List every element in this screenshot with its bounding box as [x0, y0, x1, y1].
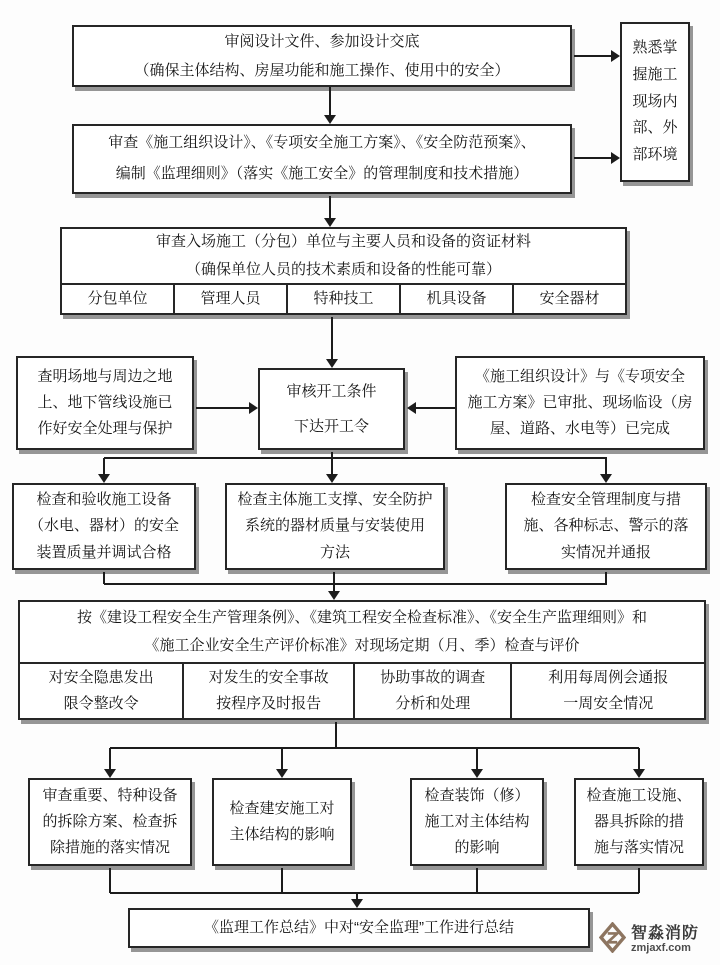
plans-approved-box: 《施工组织设计》与《专项安全 施工方案》已审批、现场临设（房 屋、道路、水电等）已完成 [455, 356, 705, 450]
arrow-down-icon [276, 769, 288, 778]
flow-line [638, 868, 640, 893]
periodic-cell-investigation: 协助事故的调查 分析和处理 [355, 664, 512, 718]
credentials-table [60, 227, 627, 315]
flow-line [331, 458, 333, 474]
flow-line [110, 892, 639, 894]
diamond-z-icon [599, 922, 626, 958]
periodic-check-table [18, 600, 706, 720]
check-construction-impact-box: 检查建安施工对 主体结构的影响 [212, 778, 352, 866]
site-logo [599, 919, 714, 961]
periodic-cell-weekly-meeting: 利用每周例会通报 一周安全情况 [548, 668, 669, 712]
review-demolition-box: 审查重要、特种设备 的拆除方案、检查拆 除措施的落实情况 [28, 778, 192, 866]
arrow-right-icon [249, 402, 258, 414]
flow-line [329, 196, 331, 218]
flow-line [416, 407, 455, 409]
credentials-cell-managers: 管理人员 [175, 285, 288, 313]
arrow-right-icon [611, 152, 620, 164]
check-decoration-impact-box: 检查装饰（修） 施工对主体结构 的影响 [410, 778, 544, 866]
periodic-cell-accident-report: 对发生的安全事故 按程序及时报告 [184, 664, 355, 718]
flow-line [476, 748, 478, 769]
flow-line [605, 458, 607, 474]
flow-line [335, 722, 337, 748]
arrow-down-icon [324, 218, 336, 227]
review-design-box: 审阅设计文件、参加设计交底 （确保主体结构、房屋功能和施工操作、使用中的安全） [72, 25, 572, 87]
logo-domain: zmjaxf.com [631, 941, 691, 954]
flow-line [110, 747, 639, 749]
check-removal-box: 检查施工设施、 器具拆除的措 施与落实情况 [574, 778, 704, 866]
flow-line [574, 55, 611, 57]
flow-line [281, 748, 283, 769]
arrow-down-icon [351, 899, 363, 908]
credentials-title: 审查入场施工（分包）单位与主要人员和设备的资证材料 （确保单位人员的技术素质和设备的性能可靠） [62, 229, 625, 285]
logo-name: 智淼消防 [631, 924, 700, 942]
credentials-cell-special-workers: 特种技工 [288, 285, 401, 313]
flow-line [331, 317, 333, 359]
arrow-down-icon [326, 359, 338, 368]
credentials-cell-safety-gear: 安全器材 [539, 289, 600, 307]
flow-line [104, 457, 607, 459]
flow-line [329, 87, 331, 115]
arrow-down-icon [98, 474, 110, 483]
arrow-down-icon [104, 769, 116, 778]
check-management-box: 检查安全管理制度与措 施、各种标志、警示的落 实情况并通报 [505, 483, 707, 570]
flow-line [104, 583, 607, 585]
flow-line [109, 868, 111, 893]
flow-line [476, 868, 478, 893]
environment-side-box: 熟悉掌 握施工 现场内 部、外 部环境 [620, 22, 690, 182]
flow-line [333, 572, 335, 591]
periodic-cells-row [20, 664, 704, 718]
flow-line [196, 407, 249, 409]
credentials-cell-machinery: 机具设备 [401, 285, 514, 313]
arrow-down-icon [324, 115, 336, 124]
arrow-down-icon [471, 769, 483, 778]
flow-line [109, 748, 111, 769]
review-plans-box: 审查《施工组织设计》、《专项安全施工方案》、《安全防范预案》、 编制《监理细则》（落实《施工安全》的管理制度和技术措施） [72, 124, 572, 194]
flow-line [281, 868, 283, 893]
site-pipelines-box: 查明场地与周边之地 上、地下管线设施已 作好安全处理与保护 [16, 356, 194, 450]
arrow-down-icon [326, 474, 338, 483]
arrow-right-icon [611, 50, 620, 62]
check-equipment-box: 检查和验收施工设备 （水电、器材）的安全 装置质量并调试合格 [12, 483, 196, 570]
flow-line [574, 157, 611, 159]
arrow-left-icon [407, 402, 416, 414]
arrow-down-icon [633, 769, 645, 778]
flow-line [638, 748, 640, 769]
credentials-cell-subcontractor: 分包单位 [62, 285, 175, 313]
approve-start-box: 审核开工条件 下达开工令 [258, 368, 405, 450]
periodic-check-title: 按《建设工程安全生产管理条例》、《建筑工程安全检查标准》、《安全生产监理细则》和 《施工企业安全生产评价标准》对现场定期（月、季）检查与评价 [20, 602, 704, 664]
credentials-cells-row [62, 285, 625, 313]
flow-line [103, 458, 105, 474]
periodic-cell-rectification: 对安全隐患发出 限令整改令 [20, 664, 184, 718]
summary-box: 《监理工作总结》中对“安全监理”工作进行总结 [128, 908, 590, 948]
check-support-box: 检查主体施工支撑、安全防护 系统的器材质量与安装使用 方法 [225, 483, 445, 570]
arrow-down-icon [328, 591, 340, 600]
arrow-down-icon [600, 474, 612, 483]
logo-text [631, 926, 699, 954]
